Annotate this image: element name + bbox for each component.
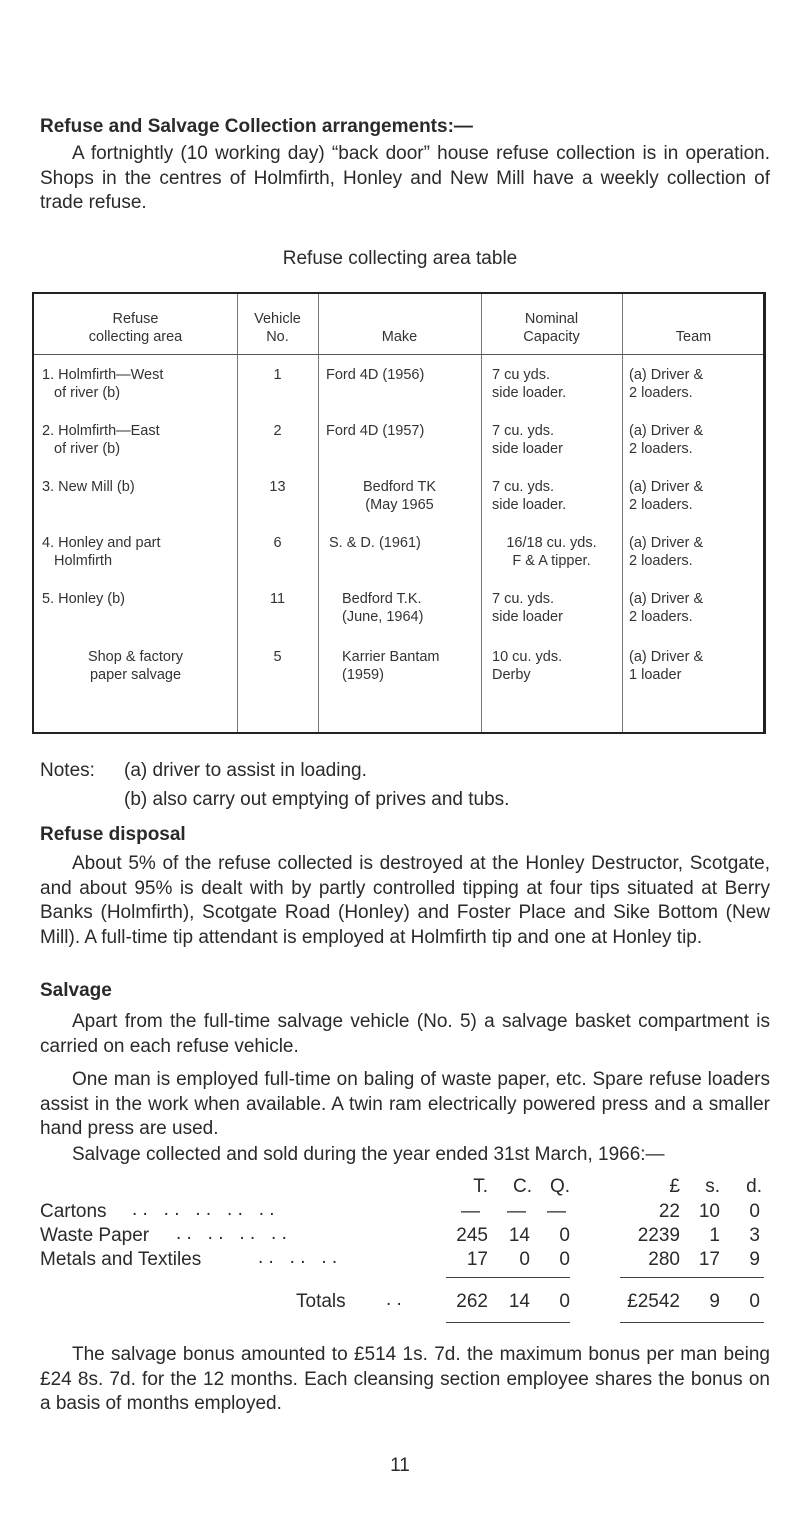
header-team: Team [675, 329, 712, 345]
notes-label: Notes: [40, 760, 95, 781]
table-row-vehicle: 11 [269, 591, 286, 607]
salvage-d: 3 [749, 1225, 760, 1246]
table-row-capacity: 7 cu. yds. side loader [492, 423, 563, 457]
salvage-c: 14 [508, 1225, 530, 1246]
table-row-make: Ford 4D (1956) [326, 367, 425, 383]
leader-dots: . . . . . . . . . . [132, 1199, 275, 1220]
salvage-q: 0 [559, 1225, 570, 1246]
col-header-s: s. [705, 1176, 720, 1197]
salvage-t: 17 [466, 1249, 488, 1270]
leader-dots: . . . . . . . . [176, 1223, 287, 1244]
salvage-t: — [461, 1201, 480, 1222]
col-header-d: d. [746, 1176, 762, 1197]
salvage-d: 0 [749, 1201, 760, 1222]
paragraph-salvage-1: Apart from the full-time salvage vehicle (No. 5) a salvage basket compartment is carried on each refuse vehicle. [40, 1011, 770, 1057]
table-row-area: 1. Holmfirth—West of river (b) [42, 367, 164, 401]
refuse-area-table [32, 292, 766, 734]
table-row-make: S. & D. (1961) [329, 535, 421, 551]
salvage-q: — [547, 1201, 566, 1222]
table-row-make: Bedford T.K. (June, 1964) [342, 591, 424, 625]
salvage-c: — [507, 1201, 526, 1222]
table-row-area: 3. New Mill (b) [42, 479, 135, 495]
col-header-c: C. [513, 1176, 532, 1197]
totals-d: 0 [749, 1291, 760, 1312]
col-header-pounds: £ [669, 1176, 680, 1197]
totals-c: 14 [508, 1291, 530, 1312]
table-row-vehicle: 5 [273, 649, 282, 665]
totals-q: 0 [559, 1291, 570, 1312]
table-row-area: Shop & factory paper salvage [87, 649, 184, 683]
note-a: (a) driver to assist in loading. [124, 760, 367, 781]
col-header-q: Q. [549, 1176, 570, 1197]
paragraph-arrangements: A fortnightly (10 working day) “back door” house refuse collection is in operation. Shops in the centres of Holmfirth, Honley and New Mill have a weekly collection of trade refuse. [40, 143, 770, 213]
salvage-s: 10 [698, 1201, 720, 1222]
table-row-capacity: 16/18 cu. yds. F & A tipper. [506, 535, 597, 569]
note-b: (b) also carry out emptying of prives and tubs. [124, 789, 510, 810]
leader-dots: . . [386, 1289, 402, 1310]
salvage-row-label: Waste Paper [40, 1225, 150, 1246]
table-row-capacity: 10 cu. yds. Derby [492, 649, 563, 683]
table-row-make: Bedford TK (May 1965 [362, 479, 437, 513]
table-row-capacity: 7 cu yds. side loader. [492, 367, 567, 401]
salvage-q: 0 [559, 1249, 570, 1270]
salvage-s: 1 [709, 1225, 720, 1246]
salvage-row-label: Cartons [40, 1201, 107, 1222]
section-heading-disposal: Refuse disposal [40, 824, 186, 845]
page-number: 11 [390, 1455, 410, 1476]
table-row-team: (a) Driver & 2 loaders. [629, 479, 704, 513]
header-vehicle: Vehicle No. [254, 311, 301, 345]
subtotal-rule [620, 1277, 764, 1278]
salvage-pounds: 280 [648, 1249, 680, 1270]
salvage-d: 9 [749, 1249, 760, 1270]
totals-t: 262 [456, 1291, 488, 1312]
table-row-make: Karrier Bantam (1959) [342, 649, 440, 683]
col-header-t: T. [473, 1176, 488, 1197]
table-row-team: (a) Driver & 2 loaders. [629, 367, 704, 401]
table-row-make: Ford 4D (1957) [326, 423, 425, 439]
section-heading-arrangements: Refuse and Salvage Collection arrangements:— [40, 116, 473, 137]
salvage-row-label: Metals and Textiles [40, 1249, 202, 1270]
header-capacity: Nominal Capacity [523, 311, 580, 345]
table-row-team: (a) Driver & 2 loaders. [629, 423, 704, 457]
totals-pounds: £2542 [627, 1291, 680, 1312]
table-row-vehicle: 13 [269, 479, 286, 495]
totals-label: Totals [296, 1291, 346, 1312]
subtotal-rule [446, 1277, 570, 1278]
table-row-area: 2. Holmfirth—East of river (b) [42, 423, 160, 457]
paragraph-bonus: The salvage bonus amounted to £514 1s. 7d. the maximum bonus per man being £24 8s. 7d. for the 12 months. Each cleansing section employee shares the bonus on a basis of months employed. [40, 1344, 770, 1414]
total-rule [446, 1322, 570, 1323]
salvage-pounds: 22 [658, 1201, 680, 1222]
paragraph-salvage-2: One man is employed full-time on baling of waste paper, etc. Spare refuse loaders assist in the work when available. A twin ram electrically powered press and a smaller hand press are used. [40, 1069, 770, 1139]
salvage-c: 0 [519, 1249, 530, 1270]
paragraph-salvage-3: Salvage collected and sold during the year ended 31st March, 1966:— [72, 1144, 665, 1165]
header-make: Make [381, 329, 418, 345]
table-row-area: 4. Honley and part Holmfirth [42, 535, 161, 569]
table-row-vehicle: 2 [273, 423, 282, 439]
section-heading-salvage: Salvage [40, 980, 112, 1001]
table-row-team: (a) Driver & 1 loader [629, 649, 704, 683]
table-row-vehicle: 1 [273, 367, 282, 383]
salvage-pounds: 2239 [637, 1225, 680, 1246]
salvage-s: 17 [698, 1249, 720, 1270]
totals-s: 9 [709, 1291, 720, 1312]
salvage-t: 245 [456, 1225, 488, 1246]
header-area: Refuse collecting area [88, 311, 183, 345]
table-row-capacity: 7 cu. yds. side loader [492, 591, 563, 625]
table-row-vehicle: 6 [273, 535, 282, 551]
table-row-capacity: 7 cu. yds. side loader. [492, 479, 567, 513]
table-title: Refuse collecting area table [282, 248, 518, 269]
table-row-team: (a) Driver & 2 loaders. [629, 535, 704, 569]
total-rule [620, 1322, 764, 1323]
leader-dots: . . . . . . [258, 1247, 338, 1268]
paragraph-disposal: About 5% of the refuse collected is destroyed at the Honley Destructor, Scotgate, and about 95% is dealt with by partly controlled tipping at four tips situated at Berry Banks (Holmfirth), Scotgate Road (Honley) and Foster Place and Sike Bottom (New Mill). A full-time tip attendant is employed at Holmfirth tip and one at Honley tip. [40, 853, 770, 948]
table-row-team: (a) Driver & 2 loaders. [629, 591, 704, 625]
table-row-area: 5. Honley (b) [42, 591, 126, 607]
